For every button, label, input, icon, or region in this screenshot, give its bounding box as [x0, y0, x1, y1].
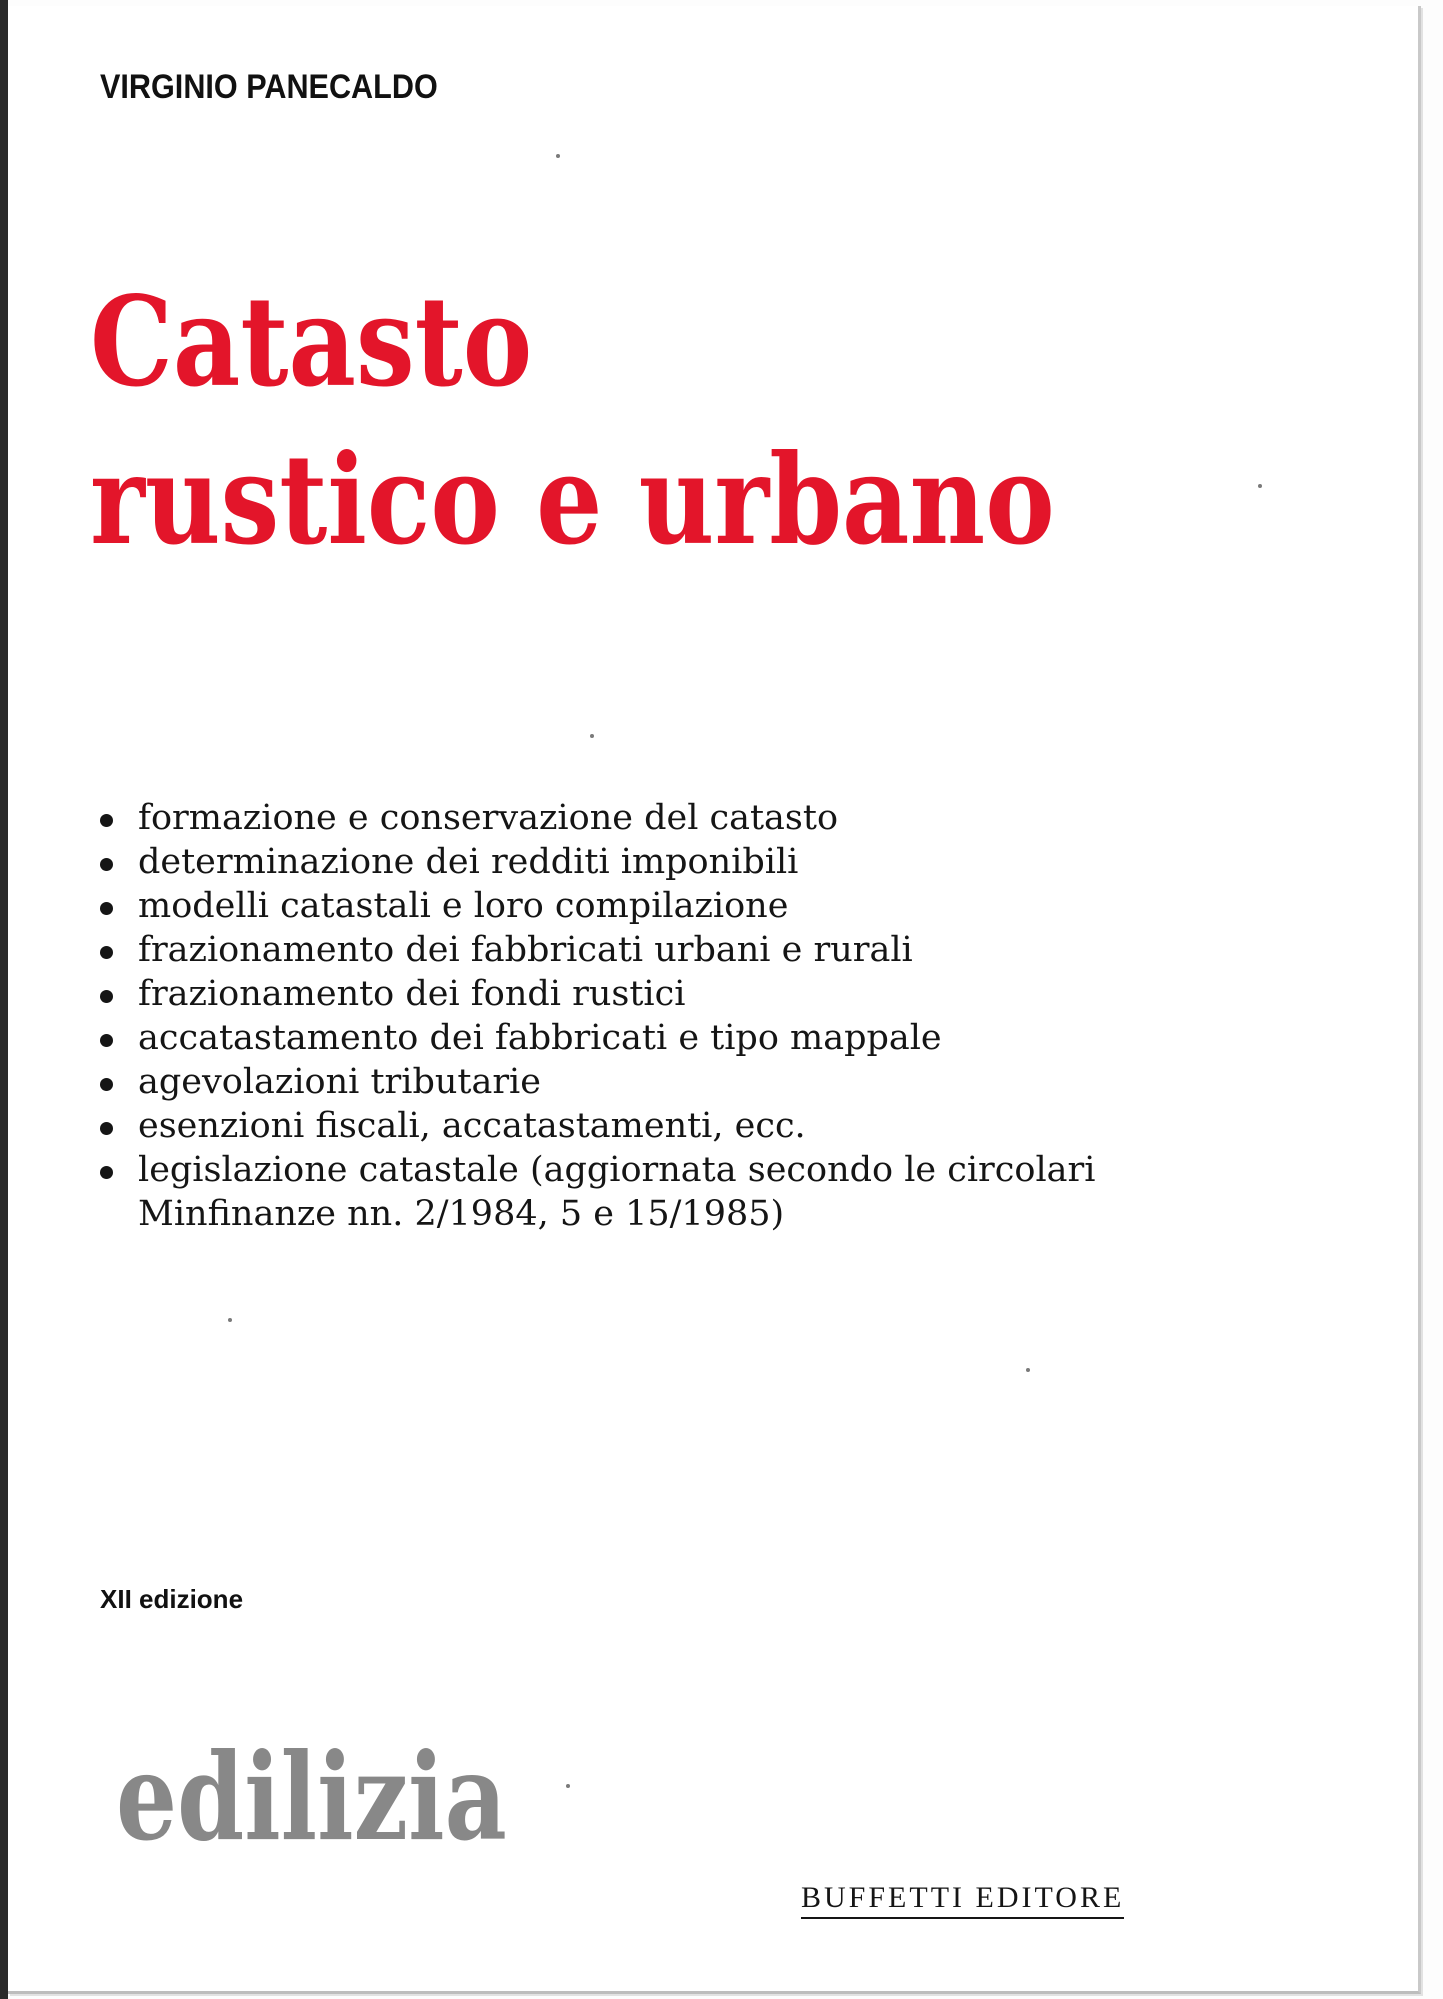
topic-text: esenzioni fiscali, accatastamenti, ecc. — [138, 1106, 806, 1146]
topic-item — [96, 840, 1095, 884]
topic-item — [96, 928, 1095, 972]
topic-text: legislazione catastale (aggiornata secondo le circolari — [138, 1150, 1096, 1190]
topics-list — [96, 796, 1095, 1236]
book-title-line-2: rustico e urbano — [90, 428, 1055, 573]
book-cover — [8, 6, 1421, 1994]
topic-text: agevolazioni tributarie — [138, 1062, 541, 1102]
book-title-line-1: Catasto — [90, 270, 533, 415]
topic-text: formazione e conservazione del catasto — [138, 798, 839, 838]
topic-text: modelli catastali e loro compilazione — [138, 886, 789, 926]
bullet-icon — [100, 902, 113, 915]
publisher-name: BUFFETTI EDITORE — [801, 1881, 1124, 1919]
series-name: edilizia — [116, 1727, 507, 1868]
book-title — [90, 264, 1055, 580]
bullet-icon — [100, 990, 113, 1003]
paper-speck — [556, 154, 560, 158]
topic-text: frazionamento dei fondi rustici — [138, 974, 686, 1014]
topic-item — [96, 1016, 1095, 1060]
topic-text: frazionamento dei fabbricati urbani e rurali — [138, 930, 913, 970]
paper-speck — [228, 1318, 232, 1322]
bullet-icon — [100, 946, 113, 959]
topic-item — [96, 1148, 1095, 1236]
paper-speck — [566, 1784, 570, 1788]
topic-item — [96, 972, 1095, 1016]
bullet-icon — [100, 858, 113, 871]
paper-speck — [1026, 1368, 1030, 1372]
topic-text: determinazione dei redditi imponibili — [138, 842, 799, 882]
cover-edge-shadow — [0, 0, 8, 1999]
paper-speck — [590, 734, 594, 738]
topic-item — [96, 1104, 1095, 1148]
edition-label: XII edizione — [100, 1584, 244, 1614]
topic-item — [96, 1060, 1095, 1104]
bullet-icon — [100, 1122, 113, 1135]
bullet-icon — [100, 814, 113, 827]
topic-item — [96, 884, 1095, 928]
topic-item — [96, 796, 1095, 840]
bullet-icon — [100, 1034, 113, 1047]
author-name: VIRGINIO PANECALDO — [100, 68, 438, 106]
topic-text: accatastamento dei fabbricati e tipo mappale — [138, 1018, 942, 1058]
bullet-icon — [100, 1166, 113, 1179]
topic-text-continuation: Minfinanze nn. 2/1984, 5 e 15/1985) — [138, 1194, 785, 1234]
paper-speck — [1258, 484, 1262, 488]
bullet-icon — [100, 1078, 113, 1091]
